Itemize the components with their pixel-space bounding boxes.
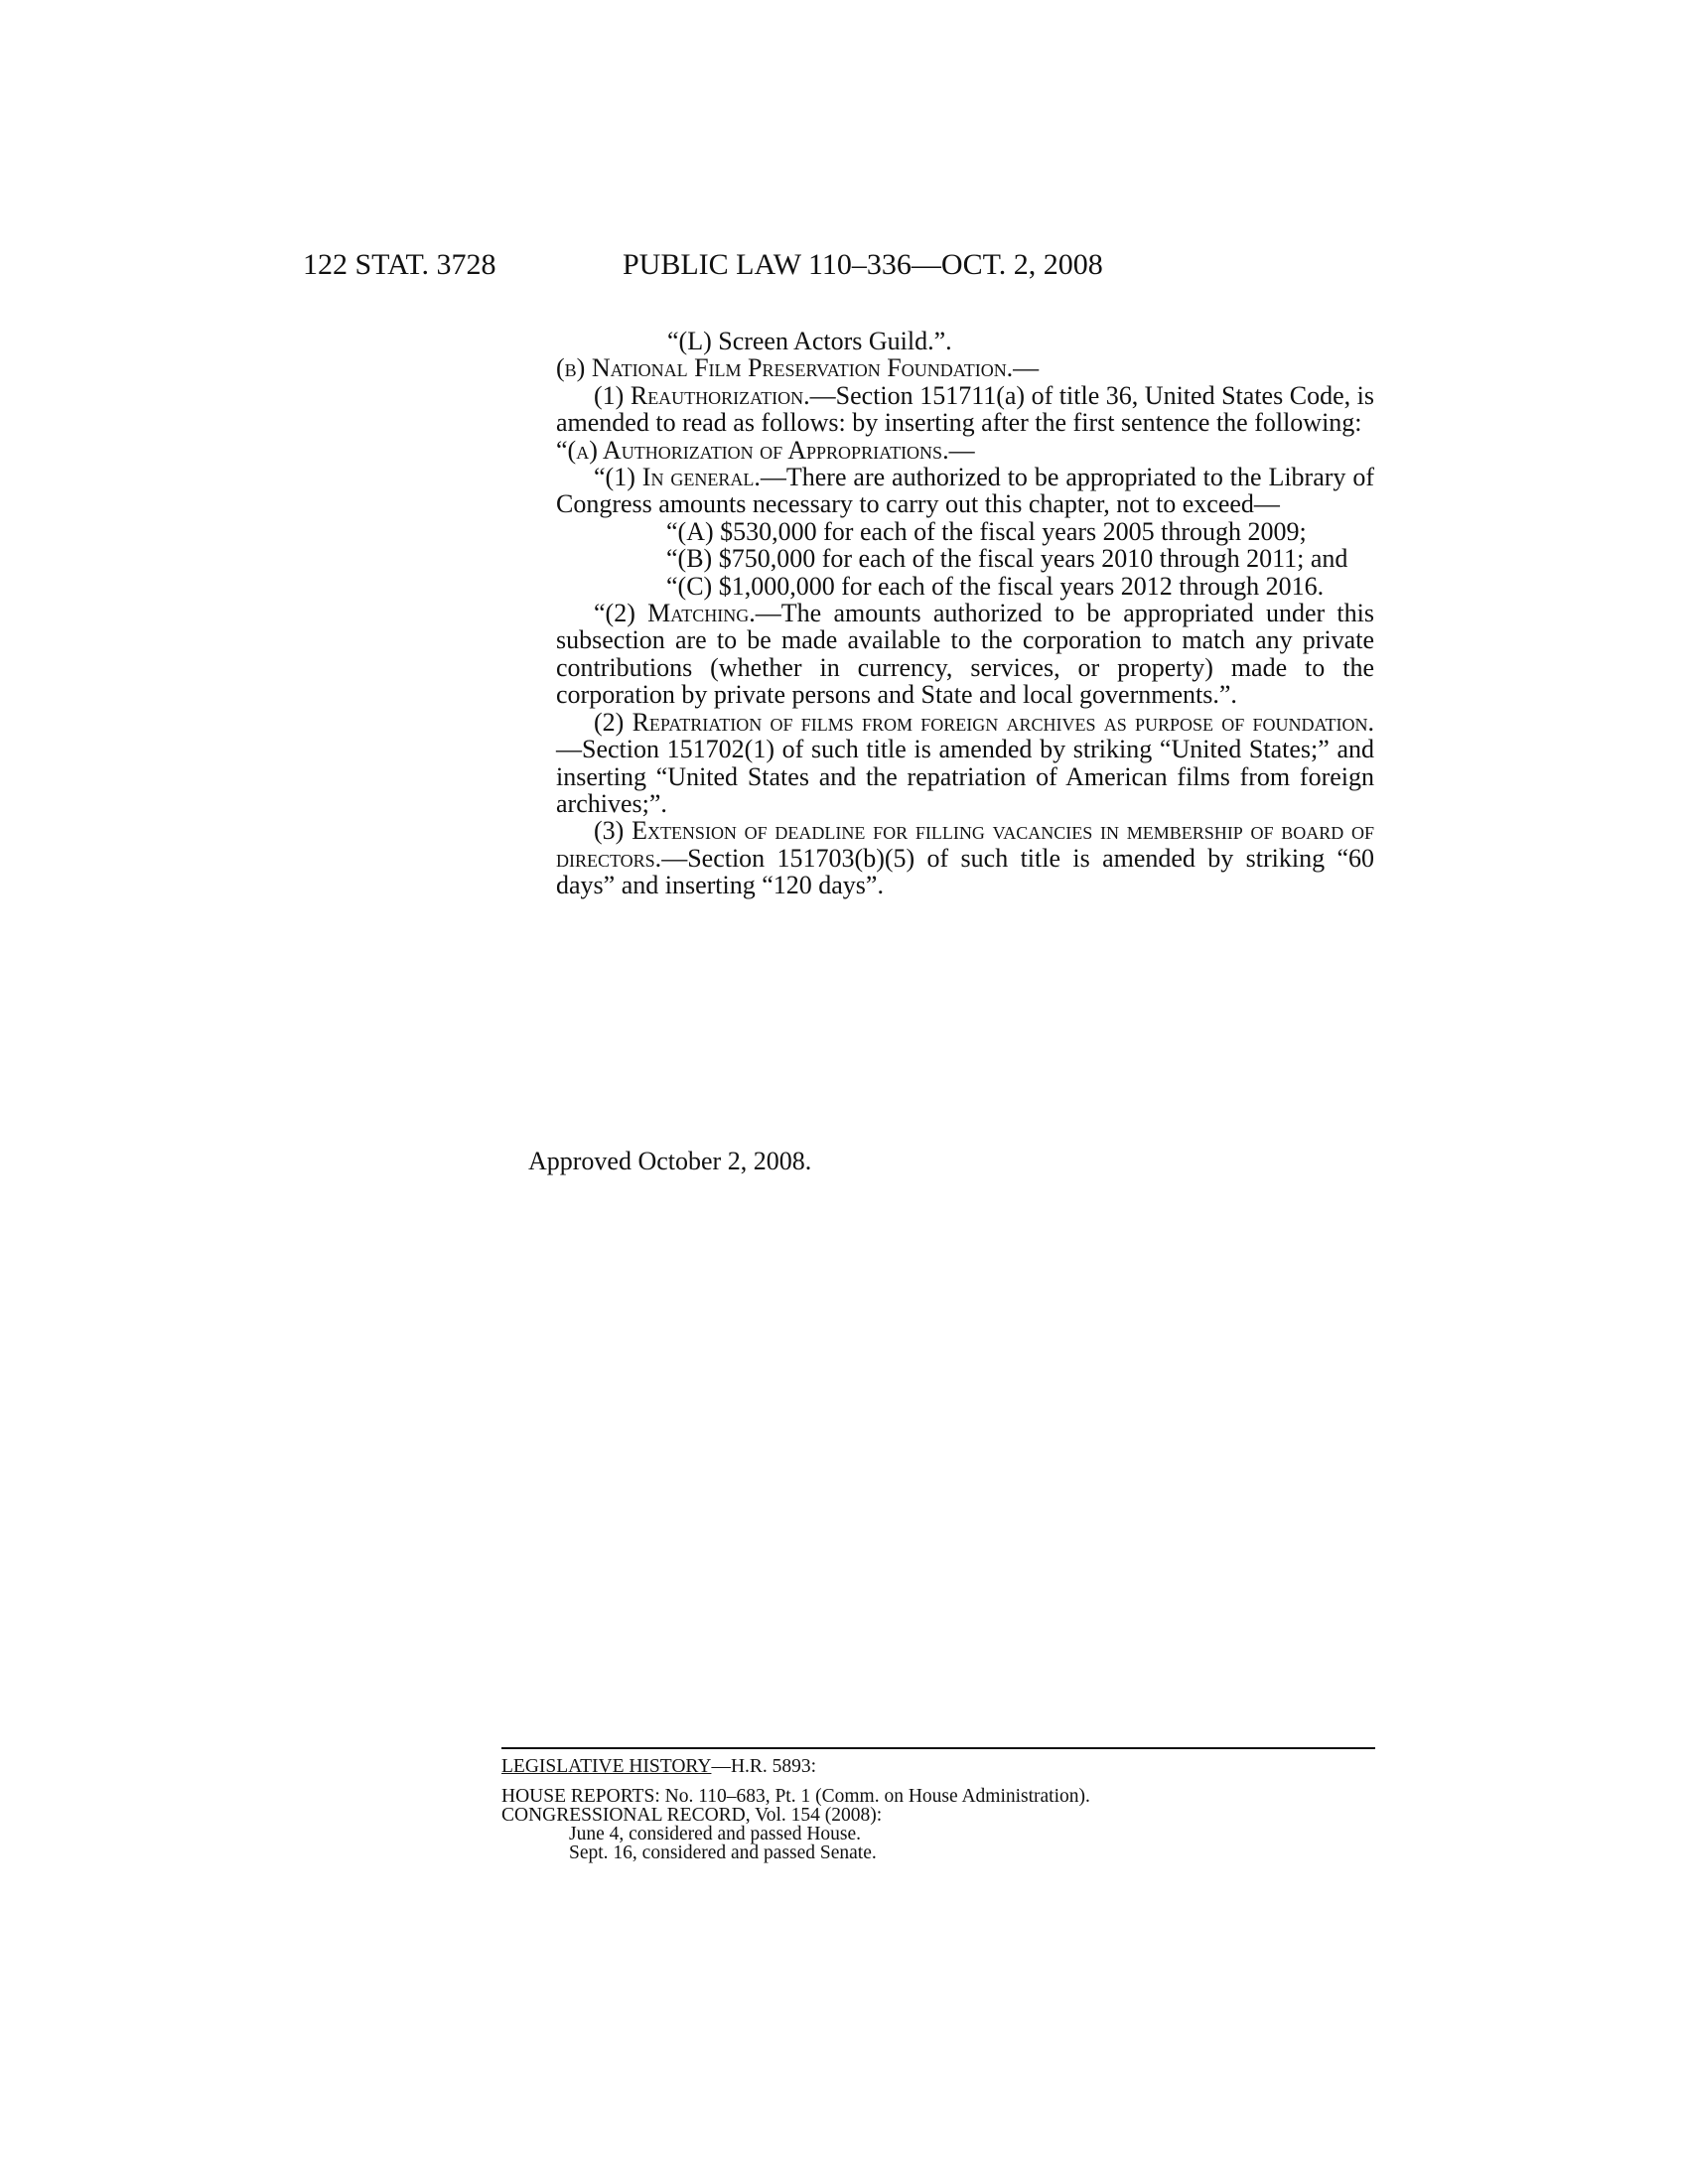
- item-c: “(C) $1,000,000 for each of the fiscal years 2012 through 2016.: [666, 571, 1325, 601]
- congressional-record-line: CONGRESSIONAL RECORD, Vol. 154 (2008):: [501, 1805, 883, 1826]
- paragraph-2-repatriation: (2) Repatriation of films from foreign archives as purpose of foundation.—Section 151702(1) of such title is amended by striking “United States;” and inserting “United States and the repatriation of American films from foreign archives;”.: [556, 707, 1374, 818]
- approval-date: Approved October 2, 2008.: [528, 1147, 812, 1175]
- public-law-title: PUBLIC LAW 110–336—OCT. 2, 2008: [623, 248, 1103, 281]
- item-b: “(B) $750,000 for each of the fiscal years 2010 through 2011; and: [666, 544, 1348, 574]
- matching-paragraph: “(2) Matching.—The amounts authorized to be appropriated under this subsection are to be made available to the corporation to match any private contributions (whether in currency, services, or property) made to the corporation by private persons and State and local governments.”.: [556, 599, 1374, 710]
- subsection-a-heading: “(a) Authorization of Appropriations.—: [556, 435, 975, 465]
- house-reports-line: HOUSE REPORTS: No. 110–683, Pt. 1 (Comm. on House Administration).: [501, 1786, 1090, 1807]
- paragraph-1-reauthorization: (1) Reauthorization.—Section 151711(a) of title 36, United States Code, is amended to read as follows: by inserting after the first sentence the following:: [556, 380, 1374, 438]
- item-a: “(A) $530,000 for each of the fiscal years 2005 through 2009;: [666, 516, 1307, 546]
- legislative-history-heading: LEGISLATIVE HISTORY—H.R. 5893:: [501, 1756, 817, 1777]
- paragraph-3-extension: (3) Extension of deadline for filling vacancies in membership of board of directors.—Section 151703(b)(5) of such title is amended by striking “60 days” and inserting “120 days”.: [556, 816, 1374, 900]
- legislative-history: [501, 1747, 1375, 1862]
- statute-page-number: 122 STAT. 3728: [303, 248, 496, 281]
- document-body: [556, 328, 1374, 899]
- subsection-b-heading: (b) National Film Preservation Foundation.—: [556, 353, 1040, 383]
- house-action-line: June 4, considered and passed House.: [569, 1824, 862, 1844]
- in-general-paragraph: “(1) In general.—There are authorized to be appropriated to the Library of Congress amounts necessary to carry out this chapter, not to exceed—: [556, 463, 1374, 519]
- item-l: “(L) Screen Actors Guild.”.: [667, 327, 952, 355]
- page-header: [0, 248, 1688, 288]
- footnote-rule: [501, 1747, 1375, 1749]
- senate-action-line: Sept. 16, considered and passed Senate.: [569, 1843, 877, 1863]
